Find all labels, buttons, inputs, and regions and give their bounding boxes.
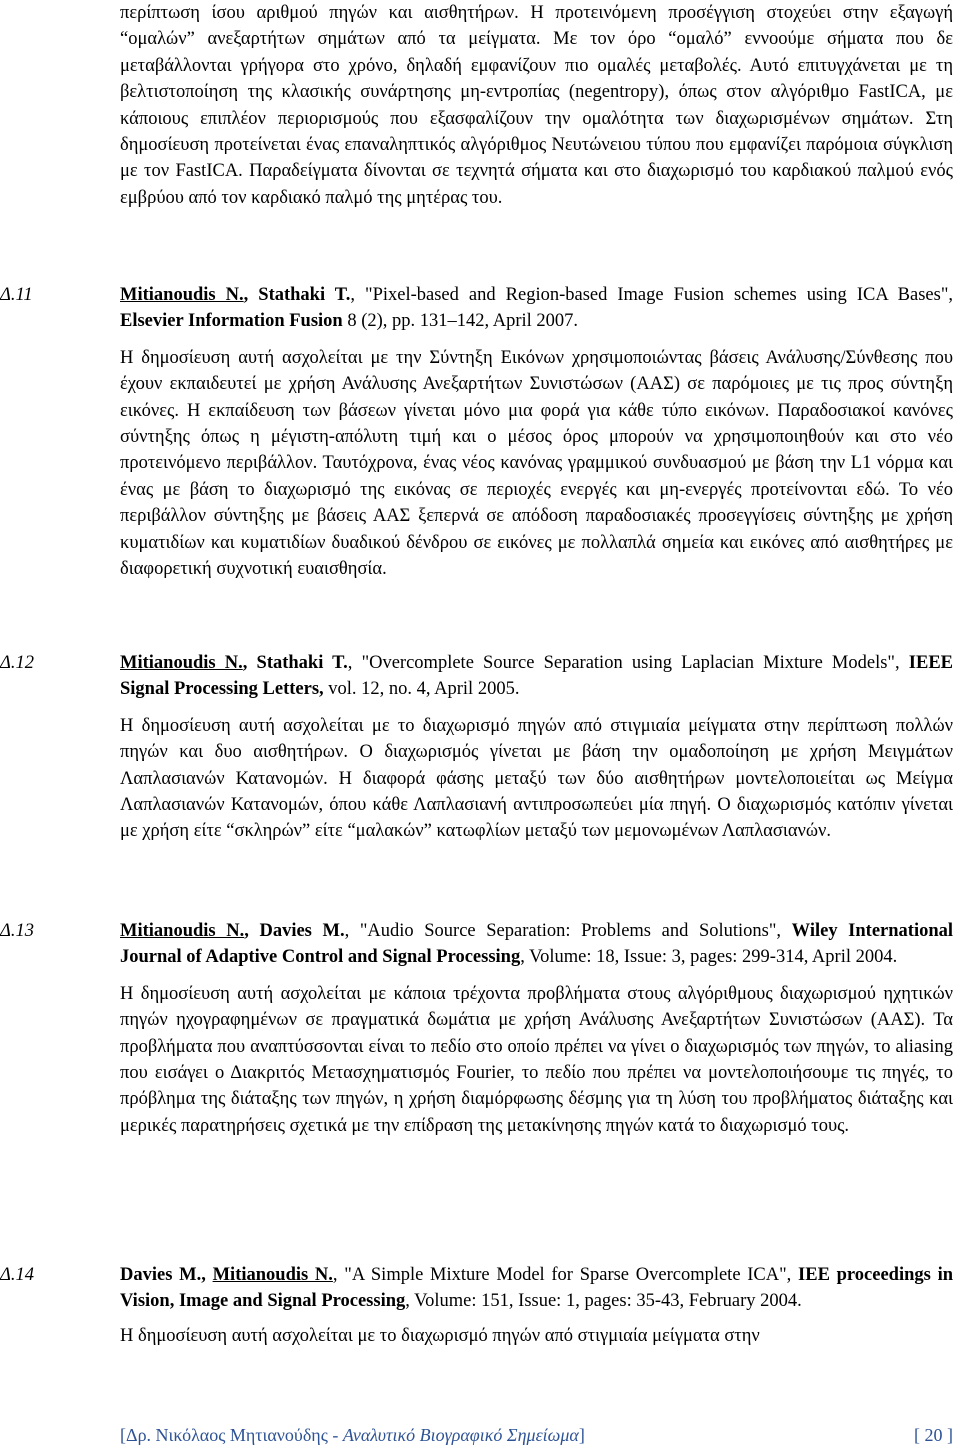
paper-title: , "Overcomplete Source Separation using Laplacian Mixture Models",: [347, 653, 909, 673]
paper-title: , "Pixel-based and Region-based Image Fusion schemes using ICA Bases",: [350, 285, 954, 305]
abstract-paragraph: [120, 713, 953, 845]
publication-entry-d13: [0, 918, 954, 1139]
venue: IEE proceedings in Vision, Image and Signal Processing: [120, 1265, 954, 1312]
paper-title: , "A Simple Mixture Model for Sparse Overcomplete ICA",: [332, 1265, 799, 1285]
publication-entry-d11: [0, 282, 954, 582]
author-1: Mitianoudis N.: [120, 285, 244, 305]
abstract-paragraph: [120, 345, 953, 583]
entry-label: Δ.13: [0, 921, 34, 941]
footer-name: [Δρ. Νικόλαος Μητιανούδης -: [120, 1425, 343, 1445]
publication-details: , Volume: 151, Issue: 1, pages: 35-43, February 2004.: [405, 1291, 802, 1312]
continuation-paragraph: [120, 0, 953, 211]
abstract-text: Η δημοσίευση αυτή ασχολείται με το διαχωρισμό πηγών από στιγμιαία μείγματα στην: [120, 1325, 760, 1346]
reference-citation: [0, 650, 953, 703]
abstract-text: Η δημοσίευση αυτή ασχολείται με το διαχωρισμό πηγών από στιγμιαία μείγματα στην περίπτωση πολλών πηγών και δυο αισθητήρων. Ο διαχωρισμός γίνεται με βάση την ομαδοποίηση με χρήση Μειγμάτων Λαπλασιανών Κατανομών. Η διαφορά φάσης μεταξύ των δύο αισθητήρων μοντελοποιείται ως Μείγμα Λαπλασιανών Κατανομών, όπου κάθε Λαπλασιανή αντιπροσωπεύει μία πηγή. Ο διαχωρισμός κατόπιν γίνεται με χρήση είτε “σκληρών” είτε “μαλακών” κατωφλίων μεταξύ των μεμονωμένων Λαπλασιανών.: [120, 715, 953, 842]
publication-details: , Volume: 18, Issue: 3, pages: 299-314, April 2004.: [520, 947, 898, 968]
author-separator: ,: [201, 1265, 213, 1285]
abstract-paragraph: [120, 981, 953, 1139]
entry-label: Δ.14: [0, 1265, 34, 1285]
publication-entry-d14: [0, 1262, 954, 1349]
abstract-paragraph: [120, 1323, 953, 1349]
abstract-text: Η δημοσίευση αυτή ασχολείται με την Σύντηξη Εικόνων χρησιμοποιώντας βάσεις Ανάλυσης/Σύνθεσης που έχουν εκπαιδευτεί με χρήση Ανάλυσης Ανεξαρτήτων Συνιστώσων (ΑΑΣ) σε παρόμοιες με τις προς σύντηξη εικόνες. Η εκπαίδευση των βάσεων γίνεται μόνο μια φορά για κάθε τύπο εικόνων. Παραδοσιακοί κανόνες σύντηξης όπως η μέγιστη-απόλυτη τιμή και ο μέσος όρος μπορούν να χρησιμοποιηθούν και στο νέο προτεινόμενο περιβάλλον. Ταυτόχρονα, ένας νέος κανόνας γραμμικού συνδυασμού με βάση την L1 νόρμα και ένας με βάση το διαχωρισμό της εικόνας σε περιοχές ενεργές και μη-ενεργές προτείνονται εδώ. Το νέο περιβάλλον σύντηξης με βάσεις ΑΑΣ ξεπερνά σε απόδοση παραδοσιακές προσεγγίσεις σύντηξης με χρήση κυματιδίων και κυματιδίων δυαδικού δένδρου σε εικόνες με πολλαπλά σημεία και εικόνες από αισθητήρες με διαφορετική συχνοτική ευαισθησία.: [120, 347, 953, 580]
author-separator: ,: [242, 653, 257, 673]
continuation-text: περίπτωση ίσου αριθμού πηγών και αισθητήρων. Η προτεινόμενη προσέγγιση στοχεύει στην εξαγωγή “ομαλών” ανεξαρτήτων σημάτων από τα μείγματα. Με τον όρο “ομαλό” εννοούμε σήματα που δε μεταβάλλονται γρήγορα στο χρόνο, δηλαδή εμφανίζουν πιο ομαλές μεταβολές. Αυτό επιτυγχάνεται με τη βελτιστοποίηση της κλασικής συνάρτησης μη-εντροπίας (negentropy), όπως στον αλγόριθμο FastICA, με κάποιους επιπλέον περιορισμούς που εξασφαλίζουν την ομαλότητα των διαχωρισμένων σημάτων. Στη δημοσίευση προτείνεται ένας επαναληπτικός αλγόριθμος Νευτώνειου τύπου που εμφανίζει παρόμοια σύγκλιση με τον FastICA. Παραδείγματα δίνονται σε τεχνητά σήματα και στο διαχωρισμό του καρδιακού παλμού ενός εμβρύου από τον καρδιακό παλμό της μητέρας του.: [120, 3, 953, 208]
venue: Wiley International Journal of Adaptive Control and Signal Processing: [120, 921, 954, 968]
reference-citation: [0, 918, 954, 971]
footer-bracket: ]: [578, 1425, 585, 1445]
footer-author-title: [120, 1425, 585, 1446]
entry-label: Δ.11: [0, 285, 33, 305]
author-1: Davies M.: [120, 1265, 202, 1285]
venue: Elsevier Information Fusion: [120, 311, 343, 332]
author-2: Stathaki T.: [256, 653, 348, 673]
author-separator: ,: [243, 285, 259, 305]
page-number: [ 20 ]: [914, 1425, 953, 1445]
author-separator: ,: [244, 921, 260, 941]
author-2: Davies M.: [259, 921, 345, 941]
author-1: Mitianoudis N.: [120, 921, 245, 941]
venue: IEEE Signal Processing Letters,: [120, 653, 953, 700]
author-2: Mitianoudis N.: [212, 1265, 333, 1285]
entry-label: Δ.12: [0, 653, 34, 673]
publication-details: 8 (2), pp. 131–142, April 2007.: [342, 311, 579, 332]
page-footer: [120, 1425, 953, 1446]
publication-entry-d12: [0, 650, 953, 845]
reference-citation: [0, 282, 954, 335]
author-2: Stathaki T.: [258, 285, 351, 305]
reference-citation: [0, 1262, 954, 1315]
footer-doc-title: Αναλυτικό Βιογραφικό Σημείωμα: [342, 1425, 579, 1445]
paper-title: , "Audio Source Separation: Problems and Solutions",: [344, 921, 792, 941]
publication-details: vol. 12, no. 4, April 2005.: [323, 679, 520, 700]
author-1: Mitianoudis N.: [120, 653, 243, 673]
abstract-text: Η δημοσίευση αυτή ασχολείται με κάποια τρέχοντα προβλήματα στους αλγόριθμους διαχωρισμού ηχητικών πηγών ηχογραφημένων σε πραγματικά δωμάτια με χρήση Ανάλυσης Ανεξαρτήτων Συνιστώσων (ΑΑΣ). Τα προβλήματα που αναπτύσσονται είναι το πεδίο στο οποίο πρέπει να γίνει ο διαχωρισμός των πηγών, το aliasing που εισάγει ο Διακριτός Μετασχηματισμός Fourier, το πεδίο που πρέπει να μοντελοποιήσουμε τις πηγές, το πρόβλημα της διάταξης των πηγών, η χρήση διαμόρφωσης δέσμης για τη λύση του προβλήματος διάταξης και μερικές παρατηρήσεις σχετικά με την επίδραση της μετακίνησης πηγών κατά το διαχωρισμό τους.: [120, 983, 953, 1136]
